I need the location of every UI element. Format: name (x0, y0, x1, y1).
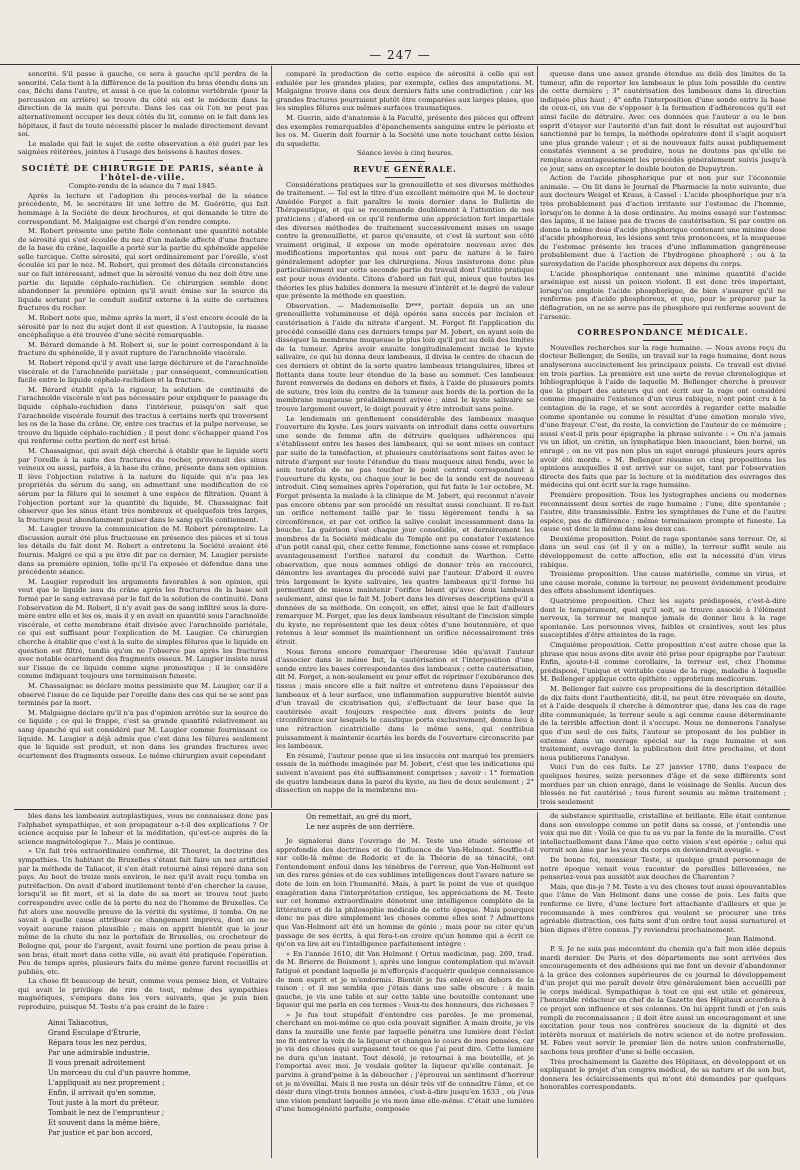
short-rule (385, 161, 425, 162)
paragraph: Très prochainement la Gazette des Hôpitaux, en développant et en expliquant le projet d'un congrès médical, de sa nature et de son but, donnera les éclaircissements qui m'ont été demandés par quelques honorables correspondants. (540, 1057, 786, 1092)
paragraph: » Je fus tout stupéfait d'entendre ces paroles. Je me promenai, cherchant en moi-même ce que cela pouvait signifier. A main droite, je vis dans la muraille une fente par laquelle pénétra une lumière dont l'éclat me fit entrer la voix de la liqueur et changea le cours de mes pensées, car je vis des choses qui surpassent tout ce que j'ai peut dire. Cette lumière ne dura qu'un instant. Tout désolé, je retournai à ma bouteille, et je l'emportai avec moi. Je voulais goûter la liqueur qu'elle contenait. Je parvins à grand'peine à la déboucher ; j'éprouvai un sentiment d'horreur et je m'éveillai. Mais il me resta un désir très vif de connaître l'âme, et ce désir dura vingt-trois bonnes années, c'est-à-dire jusqu'en 1633 , où j'eus une vision pendant laquelle je vis mon âme elle-même. C'était une lumière d'une homogénéité parfaite, composée (276, 1010, 534, 1114)
paragraph: M. Chassaignac, qui avait déjà cherché à établir que le liquide sorti par l'oreille à la suite des fractures du rocher, provenait des sinus veineux ou aussi, parfois, à la base du crâne, présente dans son opinion. Il lève l'objection relative à la nature du liquide qui n'a pas les propriétés du sérum du sang, en admettant une modification de ce sérum par la fêlure qui le soumet à une espèce de filtration. Quant à l'objection portant sur la quantité du liquide, M. Chassaignac fait observer que les sinus étant très nombreux et quelquefois très larges, la fracture peut abondamment puiser dans le sang qu'ils contiennent. (18, 446, 268, 524)
verse-line: L'appliquait au nez proprement ; (48, 1078, 165, 1087)
verse (48, 1018, 268, 1138)
paragraph: « En l'année 1610, dit Van Helmont ( Ortus medicinæ, pag. 269, trad. de M. Brierre de Boismont ), après une longue contemplation qui m'avait fatigué et pendant laquelle je m'efforçais d'acquérir quelque connaissance de mon esprit et je m'endormis. Bientôt je fus enlevé en dehors de la raison ; et il me sembla que j'étais dans une salle obscure : à main gauche, je vis une table et sur cette table une bouteille contenant une liqueur qui me parla en ces termes : Veux-tu des honneurs, des richesses ? (276, 949, 534, 1010)
verse-line: On remettait, au gré du mort, (306, 813, 412, 821)
short-rule (123, 160, 163, 161)
paragraph: M. Laugier reproduit les arguments favorables à son opinion, qui veut que le liquide issu du crâne après les fractures de la base soit formé par le sang extravasé par le fait de la solution de continuité. Dans l'observation de M. Robert, il n'y avait pas de sang infiltré sous la dure-mère entre elle et les os, mais il y en avait en quantité sous l'arachnoïde viscérale, et cette membrane était divisée avec l'arachnoïde pariétale, ce qui est suffisant pour l'explication de M. Laugier. Ce chirurgien cherche à établir que c'est à la suite de simples fêlures que le liquide en question est filtré, tandis qu'on ne l'observe pas après les fractures avec notable écartement des fragments osseux. M. Laugier insiste aussi sur l'issue de ce liquide comme signe pronostique ; il le considère comme indiquant toujours une terminaison funeste. (18, 577, 268, 681)
paragraph: Je signalerai dans l'ouvrage de M. Teste une étude sérieuse et approfondie des doctrines et de l'influence de Van-Helmont. Souffle-t-il sur celle-là même de Rodoric et de la Théorie de sa ténacité, ont l'entendement enfoui dans les ténèbres de l'erreur, que Van-Helmont est un des rares génies et de ces sublimes intelligences dont l'avare nature se dote de loin en loin l'humanité. Mais, à part le point de vue et quelque exagération dans l'interprétation critique, les appréciations de M. Teste sur cet homme extraordinaire dénotent une intelligence complète de la littérature et de la philosophie médicale de cette époque. Mais pourquoi donc ne pas dire simplement les choses comme elles sont ? Admettons que Van-Helmont ait été un homme de génie ; mais pour ne citer qu'un passage de ses écrits, à qui fera-t-on croire qu'un homme qui a écrit ce qu'on va lire ait eu l'intelligence parfaitement intègre : (276, 837, 534, 949)
paragraph: M. Bérard établit qu'à la rigueur, la solution de continuité de l'arachnoïde viscérale n'est pas nécessaire pour expliquer le passage du liquide céphalo-rachidien dans l'intérieur, puisqu'on sait que l'arachnoïde viscérale fournit des tractus à certains nerfs qui traversent les os de la base du crâne. Or, entre ces tractus et la pulpe nerveuse, se trouve du liquide céphalo-rachidien ; il peut donc s'échapper quand l'os qui renferme cette portion de nerf est brisé. (18, 385, 268, 446)
verse-line: Répara tous les nez perdus, (48, 1038, 147, 1047)
verse-line: Par justice et par bon accord, (48, 1128, 153, 1137)
paragraph: Première proposition. Tous les lystographes anciens ou modernes reconnaissent deux sortes de rage humaine ; l'une, dite spontanée ; l'autre, dite transmissible. Entre les symptômes de l'une et de l'autre espèce, pas de différence ; même terminaison prompte et funeste. La cause est donc la même dans les deux cas. (540, 490, 786, 534)
column-divider-4 (537, 812, 538, 1158)
signature: Jean Raimond. (725, 935, 776, 944)
verse-line: Enfin, il arrivait qu'en somme, (48, 1088, 156, 1097)
paragraph: Voici l'un de ces faits. Le 27 janvier 1780, dans l'espace de quelques heures, seize personnes d'âge et de sexe différents sont mordues par un chien enragé, dans le voisinage de Senlis. Aucun des blessés ne fut cautérisé ; tous furent soumis au même traitement ; trois seulement (540, 763, 786, 806)
column-divider-3 (271, 812, 272, 1158)
column-4 (18, 812, 268, 1157)
column-divider-2 (537, 66, 538, 808)
short-rule (643, 340, 683, 341)
paragraph: P. S. Je ne suis pas mécontent du chemin qu'a fait mon idée depuis mardi dernier. De Paris et des départements me sont arrivées des encouragements et des adhésions qui me font un devoir d'abandonner à la grâce des colonnes supérieures de ce journal le développement d'un projet qui me paraît devoir être généralement bien accueilli par le corps médical. Sympathique à tout ce qui est utile et généreux, l'honorable rédacteur en chef de la Gazette des Hôpitaux accordera à ce projet son influence et ses colonnes. On lui apprit lundi et j'en suis rempli de reconnaissance ; il doit être aussi un encouragement et une excitation pour tous nos confrères soucieux de la dignité et des intérêts moraux et matériels de notre science et de notre profession. M. Fabre veut servir le premier lien de notre union confraternelle, sachons tous profiter d'une si belle occasion. (540, 944, 786, 1057)
section-divider (14, 809, 790, 810)
paragraph: M. Robert note que, même après la mort, il s'est encore écoulé de la sérosité par le nez du sujet dont il est question. A l'autopsie, la masse encéphalique a été trouvée d'une sécité remarquable. (18, 314, 268, 340)
review-heading: REVUE GÉNÉRALE. (353, 163, 457, 174)
paragraph: de substance spirituelle, cristalline et brillante. Elle était contenue dans son enveloppe comme un petit dans sa cosse, et j'entendis une voix qui me dit : Voilà ce que tu as vu par la fente de la muraille. C'est intellectuellement dans l'âme que cette vision s'est opérée ; celui qui verrait son âme par les yeux du corps en deviendrait aveugle. » (540, 812, 786, 855)
verse-line: Et souvent dans la même bière, (48, 1118, 161, 1127)
society-heading: SOCIÉTÉ DE CHIRURGIE DE PARIS, séante à l'hôtel-de-ville. (21, 162, 265, 182)
paragraph: M. Robert répond qu'il y avait une large déchirure et de l'arachnoïde viscérale et de l'arachnoïde pariétale ; par conséquent, communication facile entre le liquide céphalo-rachidien et la fracture. (18, 359, 268, 385)
paragraph: Le lendemain un gonflement considérable des lambeaux masque l'ouverture du kyste. Les jours suivants on introduit dans cette ouverture une sonde de femme afin de détruire quelques adhérences qui s'établissent entre les bases des lambeaux, qui se sont mises en contact par suite de la tuméfaction, et plusieurs cautérisations sont faites avec le nitrate d'argent sur toute l'étendue du tissu muqueux ainsi fendu, avec le soin toutefois de ne pas toucher le point central correspondant à l'ouverture du kyste, ou chaque jour le bec de la sonde est de nouveau introduit. Cinq semaines après l'opération, qui fut faite le 1er octobre, M. Forget présenta la malade à la clinique de M. Jobert, qui reconnut n'avoir pas encore obtenu par son procédé un résultat aussi concluant. Il re-fait un orifice nettement taillé par le tissu légèrement tendu à sa circonférence, et par cet orifice la salive coulait incessamment dans la bouche. La guérison s'est chaque jour consolidée, et dernièrement les membres de la Société médicale du Temple ont pu constater l'existence d'un petit canal qui, chez cette femme, fonctionne sans cesse et remplace avantageusement l'orifice naturel du conduit de Warthon. Cette observation, que nous sommes obligé de donner très en raccourci, démontre les avantages du procédé suivi par l'auteur. D'abord il ouvre très largement le kyste salivaire, les quatre lambeaux qu'il forme lui permettant de mieux maintenir l'orifice béant qu'avec deux lambeaux seulement, ainsi que le fait M. Jobert dans les diverses descriptions qu'il a données de sa méthode. On conçoit, en effet, ainsi que le fait d'ailleurs remarquer M. Forget, que les deux lambeaux résultant de l'incision simple du kyste, ne représentent que les deux côtés d'une boutonnière, et que retenus à leur sommet ils maintiennent un orifice nécessairement très étroit. (276, 414, 534, 646)
verse-line: Tombait le nez de l'emprunteur ; (48, 1108, 165, 1117)
paragraph: Considérations pratiques sur la grenouillette et ses diverses méthodes de traitement. — Tel est le titre d'un excellent mémoire que M. le docteur Amédée Forget a fait paraître le mois dernier dans le Bulletin de Thérapeutique, et qui se recommande doublement à l'attention de nos praticiens ; d'abord en ce qu'il renferme une appréciation fort impartiale des diverses méthodes de traitement successivement mises en usage contre la grenouillette, et parce qu'ensuite, et c'est là surtout son côté vraiment original, il expose un mode opératoire nouveau avec des modifications importantes qui nous ont paru de nature à le faire généralement adopter par les chirurgiens. Nous insisterons donc plus particulièrement sur cette seconde partie du travail dont l'utilité pratique est pour nous évidente. Citons d'abord un fait qui, mieux que toutes les théories les plus habiles donnera la mesure d'intérêt et le degré de valeur que présente la méthode en question. (276, 180, 534, 301)
paragraph: M. Robert présente une petite fiole contenant une quantité notable de sérosité qui s'est écoulée du nez d'un malade affecté d'une fracture de la base du crâne, laquelle a porté sur la partie du sphénoïde appelée selle turcique. Cette sérosité, qui sort ordinairement par l'oreille, s'est écoulée ici par le nez. M. Robert, qui promet des détails circonstanciés sur ce fait intéressant, admet que la sérosité venue du nez doit être une partie du liquide céphalo-rachidien. Ce chirurgien semble donc abandonner la première opinion qu'il avait émise sur la source du liquide sortant par le conduit auditif externe à la suite de certaines fractures du rocher. (18, 227, 268, 313)
paragraph: sonorité. S'il passe à gauche, ce sera à gauche qu'il perdra de la sonorité. Cela tient à la différence de la position du bras étendu dans un cas, fléchi dans l'autre, et aussi à ce que la colonne vertébrale (pour la percussion en arrière) se trouve du côté où est le médecin dans la direction de la main qui percute. Dans les cas où l'on ne peut pas alternativement occuper les deux côtés du lit, comme on le fait dans les hôpitaux, il faut de toute nécessité placer le malade directement devant soi. (18, 70, 268, 139)
paragraph: queuse dans une assez grande étendue au delà des limites de la tumeur, afin de reporter les lambeaux le plus loin possible du centre de cette dernière ; 3° cautérisation des lambeaux dans la direction indiquée plus haut ; 4° enfin l'interposition d'une sonde entre la base de ceux-ci, en vue de s'opposer à la formation d'adhérences qu'il est ainsi facile de détruire. Avec ces données que l'auteur a eu le bon esprit d'étayer sur l'autorité d'un fait dont le résultat est aujourd'hui sanctionné par le temps, la méthode opératoire dont il s'agit acquiert une plus grande valeur ; et si de nouveaux faits aussi publiquement constatés viennent a se produire, nous ne doutons pas qu'elle ne remplace avantageusement les procédés généralement suivis jusqu'à ce jour, sans en excepter le double bouton de Dupuytren. (540, 70, 786, 173)
paragraph: M. Guerin, aide d'anatomie à la Faculté, présente des pièces qui offrent des exemples remarquables d'épanchements sanguins entre le périoste et les os. M. Guerin doit fournir à la Société une note touchant cette lésion du squelette. (276, 113, 534, 148)
verse-line: Par une admirable industrie. (48, 1048, 150, 1057)
paragraph: Quatrième proposition. Chez les sujets prédisposés, c'est-à-dire dont le tempérament, quel qu'il soit, se trouve associé à l'élément nerveux, la terreur ne manque jamais de donner lieu à la rage spontanée. Les personnes vives, faibles et craintives, sont les plus susceptibles d'être atteintes de la rage. (540, 597, 786, 640)
verse-line: Grand Esculape d'Étrurie, (48, 1028, 141, 1037)
verse-line: Ainsi Taliacotius, (48, 1018, 109, 1027)
paragraph: Cinquième proposition. Cette proposition n'est autre chose que la phrase que nous avons dite avoir été prise pour épigraphe par l'auteur. Enfin, ajoute-t-il comme corollaire, la terreur est, chez l'homme prédisposé, l'unique et véritable cause de la rage, maladie à laquelle M. Bellenger applique cette épithète : opprobrium medicorum. (540, 641, 786, 684)
verse-line: Tout juste à la mort du prêteur, (48, 1098, 160, 1107)
paragraph: De bonne foi, monsieur Teste, si quelque grand personnage de notre époque venait vous raconter de pareilles billevesées, ne penseriez-vous pas aussitôt aux douches de Charenton ? (540, 855, 786, 882)
header-rule (0, 64, 800, 65)
paragraph: « Un fait très extraordinaire confirme, dit Thouret, la doctrine des sympathies. Un habitant de Bruxelles s'étant fait faire un nez artificiel par la méthode de Taliacot, il s'en était retourné ainsi réparé dans son pays. Au bout de treize mois environ, le nez qu'il avait reçu tomba en putréfaction. On avait d'abord inutilement tenté d'en chercher la cause, lorsqu'il se fit mort, et si la date de sa mort se trouva tout juste correspondre avec celle de la perte du nez de l'homme de Bruxelles. Ce fut alors une nouvelle preuve de la vérité du système, il tomba. On ne savait à quelle cause attribuer ce changement imprévu, dont on ne voyait aucune raison plausible ; mais on apprit bientôt que le jour même de la chute du nez le portefaix de Bruxelles, ou crocheteur de Bologne qui, pour de l'argent, avait fourni une portion de peau prise à son bras, était mort dans cette ville, où avait été pratiquée l'opération. Peu de temps après, plusieurs faits du même genre furent recueillis et publiés, etc. (18, 847, 268, 976)
column-1 (18, 70, 268, 808)
verse-continued (306, 812, 534, 832)
verse-line: Le nez auprès de son derrière. (306, 823, 415, 831)
verse-line: Un morceau du cul d'un pauvre homme, (48, 1068, 191, 1077)
paragraph: M. Bérard demande à M. Robert si, sur le point correspondant à la fracture du sphénoïde, il y avait rupture de l'arachnoïde viscérale. (18, 340, 268, 358)
paragraph: La chose fit beaucoup de bruit, comme vous pensez bien, et Voltaire qui avait le privilège de rire de tout, même des sympathies magnétiques, s'empara dans les vers suivants, que je puis bien reproduire, puisque M. Teste n'a pas craint de le faire : (18, 977, 268, 1012)
column-6 (540, 812, 786, 1157)
paragraph: M. Malgaigne déclare qu'il n'a pas d'opinion arrêtée sur la source de ce liquide ; ce qui le frappe, c'est sa grande quantité relativement au sang épanché qui est considéré par M. Laugier comme fournissant ce liquide. M. Laugier a déjà admis que c'est dans les fêlures seulement que le liquide est produit, et non dans les grandes fractures avec écartement des fragments osseux. Le même chirurgien avait cependant (18, 708, 268, 760)
column-3 (540, 70, 786, 808)
verse-line: Il vous prenait adroitement (48, 1058, 146, 1067)
paragraph: Nouvelles recherches sur la rage humaine. — Nous avons reçu du docteur Bellenger, de Senlis, un travail sur la rage humaine, dont nous analyserons succinctement les principaux points. Ce travail est divisé en trois parties. La première est une sorte de revue chronologique et bibliographique à l'aide de laquelle M. Bellenger cherche à prouver que la plupart des auteurs qui ont écrit sur la rage ont considéré comme imaginaire l'existence d'un virus rabique, n'ont point cru à la contagion de la rage, et se sont accordés à regarder cette maladie comme spontanée ou comme le résultat d'une émotion morale vive, d'une frayeur. C'est, du reste, la conviction de l'auteur de ce mémoire ; aussi s'est-il pris pour épigraphe la phrase suivante : « On n'a jamais vu un idiot, un crétin, un lymphatique bien insouciant, bien borné, un enragé ; on ne vit pas non plus un sujet enragé plusieurs jours après avoir été mordu. » M. Bellenger résume en cinq propositions les opinions auxquelles il est arrivé sur ce sujet, tant par l'observation directe des faits que par la lecture et la méditation des ouvrages des médecins qui ont écrit sur la rage humaine. (540, 343, 786, 490)
paragraph: M. Chassaignac se déclare moins pessimiste que M. Laugier, car il a observé l'issue de ce liquide par l'oreille dans des cas qui ne se sont pas terminés par la mort. (18, 681, 268, 708)
paragraph: Deuxième proposition. Point de rage spontanée sans terreur. Or, si dans un seul cas (et il y en a mille), la terreur suffit seule au développement de cette affection, elle est la nécessité d'un virus rabique. (540, 534, 786, 569)
correspondence-heading: CORRESPONDANCE MÉDICALE. (577, 327, 749, 338)
page-number: — 247 — (369, 48, 431, 62)
paragraph: Observation. — Mademoiselle D***, portait depuis un an une grenouillette volumineuse et déjà opérée sans succès par incision et cautérisation à l'aide du nitrate d'argent. M. Forget fit l'application du procédé conseillé dans ces derniers temps par M. Jobert, en ayant soin de disséquer la membrane muqueuse le plus loin qu'il put au delà des limites de la tumeur. Après avoir ensuite longitudinalement incisé le kyste salivaire, ce qui lui donna deux lambeaux, il divisa le centre de chacun de ces derniers et obtint de la sorte quatre lambeaux triangulaires, libres et flottants dans toute leur étendue de la base au sommet. Ces lambeaux furent renversés de dedans en dehors et fixés, à l'aide de plusieurs points de suture, très loin du centre de la tumeur aux bords de la portion de la membrane muqueuse préalablement avivée ; ainsi le kyste salivaire se trouve largement ouvert, le doigt pouvait y être introduit sans peine. (276, 301, 534, 413)
short-rule (643, 324, 683, 325)
column-5 (276, 812, 534, 1157)
session-closed: Séance levée à cinq heures. (356, 149, 454, 158)
paragraph: comparé la production de cette espèce de sérosité à celle qui est exhalée par les grandes plaies, par exemple, celles des amputations. M. Malgaigne trouve dans ces deux derniers faits une contradiction ; car les grandes fractures pourraient plutôt être comparées aux larges plaies, que les simples fêlures aux mêmes surfaces traumatiques. (276, 70, 534, 113)
paragraph: M. Bellenger fait suivre ces propositions de la description détaillée de dix faits dont l'authenticité, dit-il, ne peut être révoquée en doute, et à l'aide desquels il cherche à démontrer que, dans les cas de rage dite communiquée, la terreur seule a agi comme cause déterminante de la terrible affection dont il s'occupe. Nous ne donnerons l'analyse que d'un seul de ces faits, l'auteur se proposant de les publier in extenso dans un ouvrage spécial sur la rage humaine et son traitement, ouvrage dont la publication doit être prochaine, et dont nous publierons l'analyse. (540, 684, 786, 762)
session-subheading: Compte-rendu de la séance du 7 mai 1845. (68, 182, 218, 191)
paragraph: L'acide phosphorique contenant une minime quantité d'acide arsénique est aussi un poison violent. Il est donc très important, lorsqu'on emploie l'acide phosphorique, de bien s'assurer qu'il ne renferme pas d'acide phosphoreux, et que, pour le préparer par la déflagration, on ne se serve pas de phosphore qui renferme souvent de l'arsenic. (540, 269, 786, 321)
paragraph: Le malade qui fait le sujet de cette observation a été guéri par les saignées réitérées, jointes à l'usage des boissons à hautes doses. (18, 139, 268, 157)
column-divider-1 (271, 66, 272, 808)
paragraph: En résumé, l'auteur pense que si les insuccès ont marqué les premiers essais de la méthode imaginée par M. Jobert, c'est que les indications qui suivent n'avaient pas été suffisamment comprises ; savoir : 1° formation de quatre lambeaux dans la paroi du kyste, au lieu de deux seulement ; 2° dissection en nappe de la membrane mu- (276, 751, 534, 795)
paragraph: Après la lecture et l'adoption du procès-verbal de la séance précédente, M. le secrétaire lit une lettre de M. Guérétte, qui fait hommage à la Société de deux brochures, et qui demande le titre de correspondant. M. Malgaigne est chargé d'en rendre compte. (18, 191, 268, 226)
paragraph: Mais, que dis-je ? M. Teste a vu des choses tout aussi épouvantables que l'âme de Van Helmont dans une cosse de pois. Les faits que renferme ce livre, d'une lecture fort attachante d'ailleurs et que je recommande à mes confrères qui veulent se procurer une très agréable distraction, ces faits sont d'un ordre tout aussi surnaturel et bien dignes d'être connus. J'y reviendrai prochainement. (540, 882, 786, 934)
short-rule (385, 177, 425, 178)
paragraph: Action de l'acide phosphorique pur et non pur sur l'économie animale. — On lit dans le Journal de Pharmacie la note suivante, due aux docteurs Weigel et Kraus, à Cassel : L'acide phosphorique pur n'a très probablement pas d'action irritante sur l'estomac de l'homme, lorsqu'on le donne à la dose ordinaire. Au moins essayé sur l'estomac des lapins, il ne laisse pas de traces de cautérisation. Si par contre on donne la même dose d'acide phosphorique contenant une minime dose d'acide phosphoreux, les lésions sont très prononcées, et la muqueuse de l'estomac présente les traces d'une inflammation gangréneuse probablement due à l'action de l'hydrogène phosphoré ; ou à la suroxydation de l'acide phosphoreux aux dépens du corps. (540, 174, 786, 269)
paragraph: Troisième proposition. Une cause matérielle, comme un virus, et une cause morale, comme la terreur, ne peuvent évidemment produire des effets absolument identiques. (540, 570, 786, 596)
column-2 (276, 70, 534, 808)
paragraph: M. Laugier trouve la communication de M. Robert péremptoire. La discussion aurait été plus fructueuse en présence des pièces et si tous les détails du fait dont M. Robert a entretenu la Société avaient été fournis. Malgré ce qui a pu être dit par ce dernier, M. Laugier persiste dans sa première opinion, telle qu'il l'a exposée et défendue dans une précédente séance. (18, 525, 268, 577)
paragraph: Nous ferons encore remarquer l'heureuse idée qu'avait l'auteur d'associer dans le même but, la cautérisation et l'interposition d'une sonde entre les bases correspondantes des lambeaux ; cette cautérisation, dit M. Forget, a non-seulement eu pour effet de réprimer l'exubérance des tissus ; mais encore elle a fait naître et entretenu dans l'épaisseur des lambeaux et à leur surface, une inflammation suppurative bientôt suivie d'un travail de cicatrisation qui, s'effectuant de leur base que la cautérisée avait toujours respectée aux divers points de leur circonférence sur lesquels le caustique porta exclusivement, donna lieu à une rétraction cicatricielle dans le même sens, qui contribua puissamment à maintenir écartés les bords de l'ouverture circonscrite par les lambeaux. (276, 647, 534, 751)
paragraph: bles dans les lambeaux autoplastiques, vous ne connaissez donc pas l'alphabet sympathique, et son propagateur a-t-il des explications ? Or science acquise par le labeur et la méditation, qu'est-ce auprès de la science magnétologique ?... Mais je continue. (18, 812, 268, 846)
